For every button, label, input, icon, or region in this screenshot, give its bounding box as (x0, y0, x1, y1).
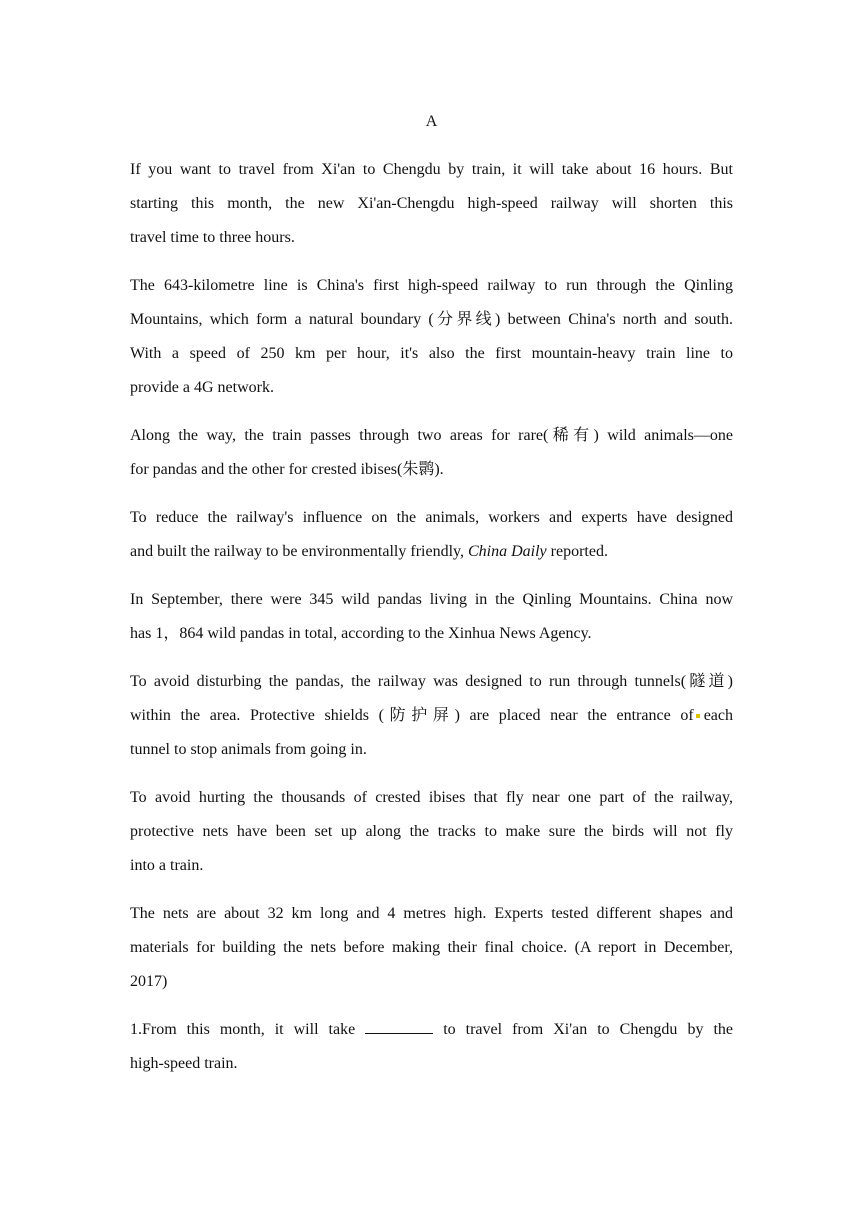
paragraph-line: The nets are about 32 km long and 4 metres high. Experts tested different shapes and (130, 905, 733, 922)
paragraph-line: protective nets have been set up along the tracks to make sure the birds will not fly (130, 823, 733, 840)
paragraph-line: materials for building the nets before making their final choice. (A report in December, (130, 939, 733, 956)
paragraph-line: With a speed of 250 km per hour, it's also the first mountain‐heavy train line to (130, 345, 733, 362)
paragraph-line (130, 535, 733, 569)
paragraph-line: into a train. (130, 857, 204, 874)
section-label: A (425, 113, 438, 130)
text-run: and built the railway to be environmentally friendly, (130, 543, 468, 560)
paragraph-line: Mountains, which form a natural boundary (分界线) between China's north and south. (130, 311, 733, 328)
paragraph-4 (130, 501, 733, 569)
paragraph-8 (130, 897, 733, 999)
text-run: within the area. Protective shields (防护屏) are placed near the entrance of (130, 707, 694, 724)
paragraph-line: To avoid disturbing the pandas, the railway was designed to run through tunnels(隧道) (130, 673, 733, 690)
text-run: reported. (546, 543, 608, 560)
paragraph-line: travel time to three hours. (130, 229, 295, 246)
paragraph-7 (130, 781, 733, 883)
paragraph-2 (130, 269, 733, 405)
paragraph-line: To avoid hurting the thousands of crested ibises that fly near one part of the railway, (130, 789, 733, 806)
paragraph-5 (130, 583, 733, 651)
publication-name: China Daily (467, 543, 547, 560)
question-text: to travel from Xi'an to Chengdu by the (433, 1021, 734, 1038)
paragraph-line: provide a 4G network. (130, 379, 274, 396)
paragraph-line: To reduce the railway's influence on the animals, workers and experts have designed (130, 509, 733, 526)
paragraph-line (130, 699, 733, 733)
paragraph-1 (130, 153, 733, 255)
paragraph-line: Along the way, the train passes through two areas for rare(稀有) wild animals—one (130, 427, 733, 444)
paragraph-line: has 1，864 wild pandas in total, according to the Xinhua News Agency. (130, 625, 592, 642)
paragraph-line: If you want to travel from Xi'an to Chengdu by train, it will take about 16 hours. But (130, 161, 733, 178)
paragraph-line: for pandas and the other for crested ibises(朱鹮). (130, 461, 444, 478)
question-1 (130, 1013, 733, 1081)
question-line: high-speed train. (130, 1055, 238, 1072)
answer-blank[interactable] (365, 1019, 433, 1034)
highlight-mark (696, 714, 700, 718)
paragraph-line: The 643‐kilometre line is China's first high‐speed railway to run through the Qinling (130, 277, 733, 294)
paragraph-line: 2017) (130, 973, 168, 990)
question-line (130, 1013, 733, 1047)
paragraph-6 (130, 665, 733, 767)
text-run: each (703, 707, 733, 724)
question-text: 1.From this month, it will take (130, 1021, 366, 1038)
paragraph-line: tunnel to stop animals from going in. (130, 741, 367, 758)
paragraph-3 (130, 419, 733, 487)
paragraph-line: In September, there were 345 wild pandas living in the Qinling Mountains. China now (130, 591, 733, 608)
paragraph-line: starting this month, the new Xi'an‐Chengdu high‐speed railway will shorten this (130, 195, 733, 212)
